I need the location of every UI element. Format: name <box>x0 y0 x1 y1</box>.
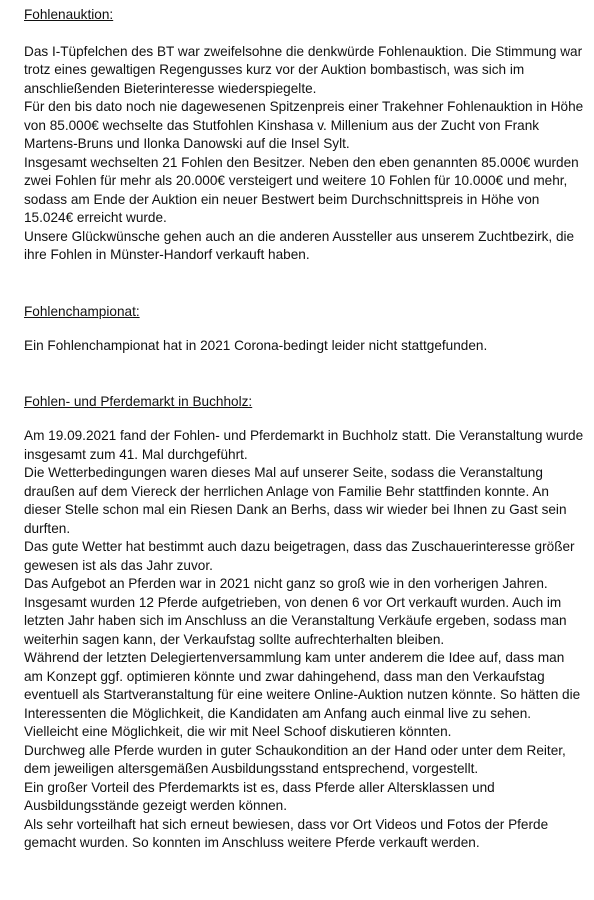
paragraph: Unsere Glückwünsche gehen auch an die anderen Aussteller aus unserem Zuchtbezirk, die ihre Fohlen in Münster-Handorf verkauft haben. <box>24 228 575 262</box>
document-page <box>24 6 584 853</box>
section-heading-fohlenauktion: Fohlenauktion: <box>24 7 114 22</box>
paragraph: Die Wetterbedingungen waren dieses Mal auf unserer Seite, sodass die Veranstaltung draußen auf dem Viereck der herrlichen Anlage von Familie Behr stattfinden konnte. An dieser Stelle schon mal ein Riesen Dank an Berhs, dass wir wieder bei Ihnen zu Gast sein durften. <box>24 465 567 536</box>
paragraph: Am 19.09.2021 fand der Fohlen- und Pferdemarkt in Buchholz statt. Die Veranstaltung wurde insgesamt zum 41. Mal durchgeführt. <box>24 428 584 462</box>
paragraph: Das gute Wetter hat bestimmt auch dazu beigetragen, dass das Zuschauerinteresse größer gewesen ist als das Jahr zuvor. <box>24 539 575 573</box>
paragraph: Insgesamt wechselten 21 Fohlen den Besitzer. Neben den eben genannten 85.000€ wurden zwei Fohlen für mehr als 20.000€ versteigert und weitere 10 Fohlen für 10.000€ und mehr, sodass am Ende der Auktion ein neuer Bestwert beim Durchschnittspreis in Höhe von 15.024€ erreicht wurde. <box>24 154 579 225</box>
spacer <box>24 321 584 337</box>
spacer <box>24 25 584 43</box>
paragraph: Das Aufgebot an Pferden war in 2021 nicht ganz so groß wie in den vorherigen Jahren. Insgesamt wurden 12 Pferde aufgetrieben, von denen 6 vor Ort verkauft wurden. Auch im letzten Jahr haben sich im Anschluss an die Veranstaltung Verkäufe ergeben, sodass man weiterhin sagen kann, der Verkaufstag sollte aufrechterhalten bleiben. <box>24 576 567 647</box>
paragraph: Für den bis dato noch nie dagewesenen Spitzenpreis einer Trakehner Fohlenauktion in Höhe von 85.000€ wechselte das Stutfohlen Kinshasa v. Millenium aus der Zucht von Frank Martens-Bruns und Ilonka Danowski auf die Insel Sylt. <box>24 99 584 151</box>
paragraph: Ein Fohlenchampionat hat in 2021 Corona-bedingt leider nicht stattgefunden. <box>24 338 488 353</box>
spacer <box>24 411 584 427</box>
section-heading-pferdemarkt-buchholz: Fohlen- und Pferdemarkt in Buchholz: <box>24 393 253 409</box>
section-heading-fohlenchampionat: Fohlenchampionat: <box>24 303 140 319</box>
spacer <box>24 356 584 393</box>
spacer <box>24 265 584 303</box>
section-pferdemarkt-buchholz <box>24 393 584 853</box>
paragraph: Als sehr vorteilhaft hat sich erneut bewiesen, dass vor Ort Videos und Fotos der Pferde gemacht wurden. So konnten im Anschluss weitere Pferde verkauft werden. <box>24 816 549 850</box>
section-fohlenauktion <box>24 6 584 265</box>
section-fohlenchampionat <box>24 303 584 356</box>
paragraph: Das I-Tüpfelchen des BT war zweifelsohne die denkwürde Fohlenauktion. Die Stimmung war trotz eines gewaltigen Regengusses kurz vor der Auktion bombastisch, was sich im anschließenden Bieterinteresse wiederspiegelte. <box>24 43 583 96</box>
paragraph: Durchweg alle Pferde wurden in guter Schaukondition an der Hand oder unter dem Reiter, dem jeweiligen altersgemäßen Ausbildungsstand entsprechend, vorgestellt. <box>24 742 566 776</box>
paragraph: Während der letzten Delegiertenversammlung kam unter anderem die Idee auf, dass man am Konzept ggf. optimieren könnte und zwar dahingehend, dass man den Verkaufstag eventuell als Startveranstaltung für eine weitere Online-Auktion nutzen könnte. So hätten die Interessenten die Möglichkeit, die Kandidaten am Anfang auch einmal live zu sehen. Vielleicht eine Möglichkeit, die wir mit Neel Schoof diskutieren könnten. <box>24 650 581 739</box>
paragraph: Ein großer Vorteil des Pferdemarkts ist es, dass Pferde aller Altersklassen und Ausbildungsstände gezeigt werden können. <box>24 779 495 813</box>
